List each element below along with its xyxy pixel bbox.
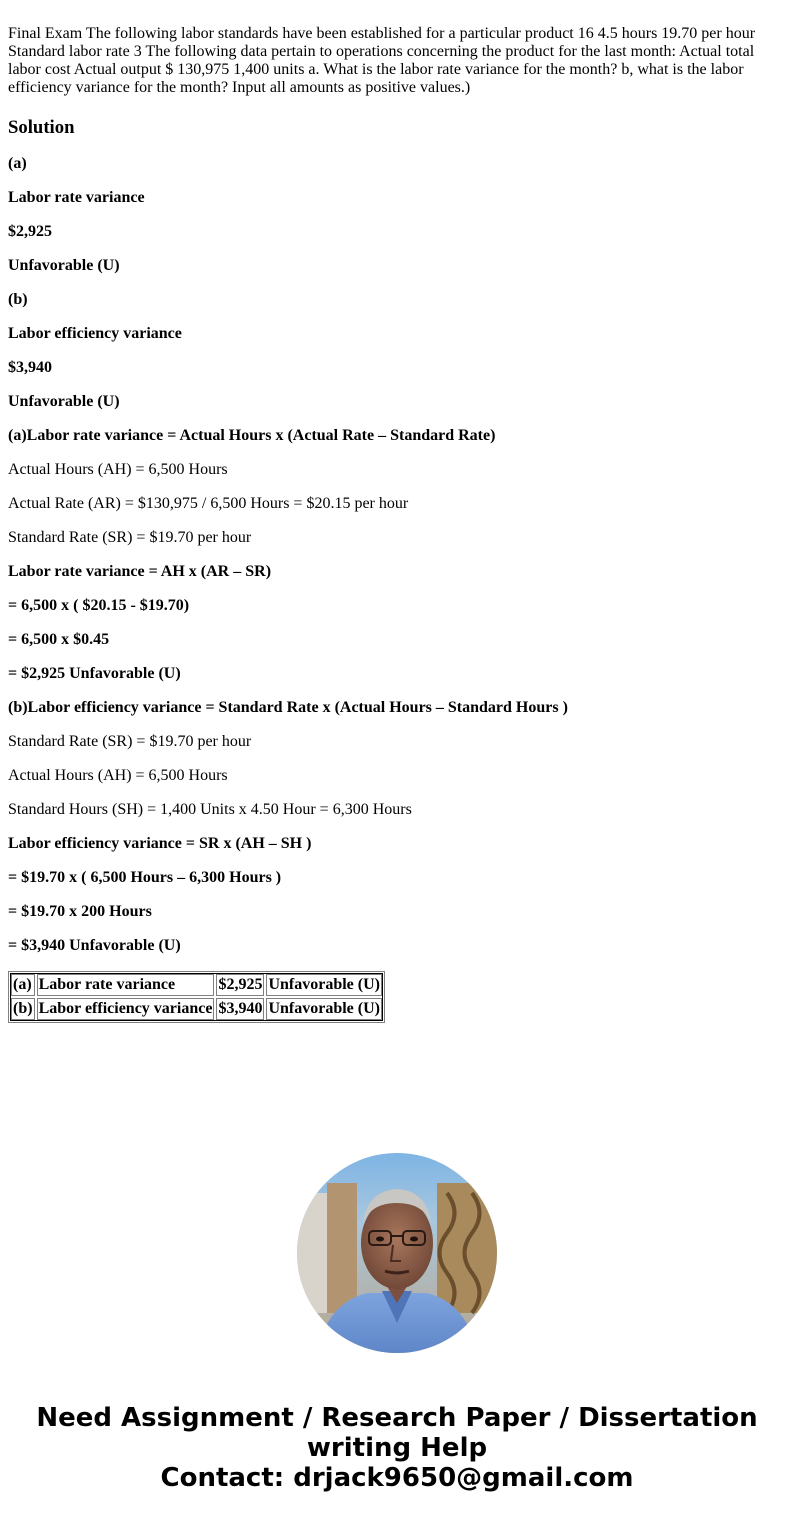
summary-row xyxy=(11,974,382,996)
solution-line: Standard Rate (SR) = $19.70 per hour xyxy=(8,529,252,546)
summary-row xyxy=(11,998,382,1020)
summary-cell: Unfavorable (U) xyxy=(266,998,382,1020)
solution-line: $3,940 xyxy=(8,359,52,376)
solution-line: Labor efficiency variance = SR x (AH – SH ) xyxy=(8,835,312,852)
solution-line: Standard Rate (SR) = $19.70 per hour xyxy=(8,733,252,750)
solution-line: = $3,940 Unfavorable (U) xyxy=(8,937,181,954)
solution-line: Actual Rate (AR) = $130,975 / 6,500 Hours = $20.15 per hour xyxy=(8,495,409,512)
solution-line: Actual Hours (AH) = 6,500 Hours xyxy=(8,767,228,784)
summary-cell: $2,925 xyxy=(216,974,264,996)
solution-line: = $19.70 x ( 6,500 Hours – 6,300 Hours ) xyxy=(8,869,282,886)
solution-line: Actual Hours (AH) = 6,500 Hours xyxy=(8,461,228,478)
footer-contact: Contact: drjack9650@gmail.com xyxy=(160,1463,634,1493)
solution-line: (b) xyxy=(8,291,28,308)
author-avatar xyxy=(297,1153,497,1353)
solution-line: Labor rate variance xyxy=(8,189,145,206)
solution-line: $2,925 xyxy=(8,223,52,240)
solution-line: (b)Labor efficiency variance = Standard Rate x (Actual Hours – Standard Hours ) xyxy=(8,699,568,716)
summary-cell: (a) xyxy=(11,974,35,996)
solution-line: Unfavorable (U) xyxy=(8,257,120,274)
solution-line: = 6,500 x ( $20.15 - $19.70) xyxy=(8,597,190,614)
footer-line-1: Need Assignment / Research Paper / Dissertation xyxy=(36,1403,758,1433)
solution-heading: Solution xyxy=(8,117,75,138)
document-content xyxy=(8,8,786,1023)
solution-line: Labor rate variance = AH x (AR – SR) xyxy=(8,563,272,580)
solution-line: = $2,925 Unfavorable (U) xyxy=(8,665,181,682)
summary-cell: Labor efficiency variance xyxy=(37,998,215,1020)
footer-banner xyxy=(0,1403,794,1493)
question-block xyxy=(8,25,786,97)
solution-line: Unfavorable (U) xyxy=(8,393,120,410)
solution-line: (a) xyxy=(8,155,27,172)
solution-line: (a)Labor rate variance = Actual Hours x (Actual Rate – Standard Rate) xyxy=(8,427,496,444)
summary-table-wrap xyxy=(8,971,786,1023)
solution-line: Standard Hours (SH) = 1,400 Units x 4.50 Hour = 6,300 Hours xyxy=(8,801,412,818)
solution-line: = 6,500 x $0.45 xyxy=(8,631,110,648)
summary-cell: Unfavorable (U) xyxy=(266,974,382,996)
question-text: Final Exam The following labor standards have been established for a particular product 16 4.5 hours 19.70 per hour Standard labor rate 3 The following data pertain to operations concerning the product for the last month: Actual total labor cost Actual output $ 130,975 1,400 units a. What is the labor rate variance for the month? b, what is the labor efficiency variance for the month? Input all amounts as positive values.) xyxy=(8,25,756,96)
summary-cell: Labor rate variance xyxy=(37,974,215,996)
author-photo-image xyxy=(297,1153,497,1353)
summary-cell: $3,940 xyxy=(216,998,264,1020)
solution-line: = $19.70 x 200 Hours xyxy=(8,903,152,920)
footer-line-2: writing Help xyxy=(306,1433,488,1463)
solution-lines xyxy=(8,155,786,955)
solution-line: Labor efficiency variance xyxy=(8,325,182,342)
summary-cell: (b) xyxy=(11,998,35,1020)
summary-table xyxy=(8,971,385,1023)
